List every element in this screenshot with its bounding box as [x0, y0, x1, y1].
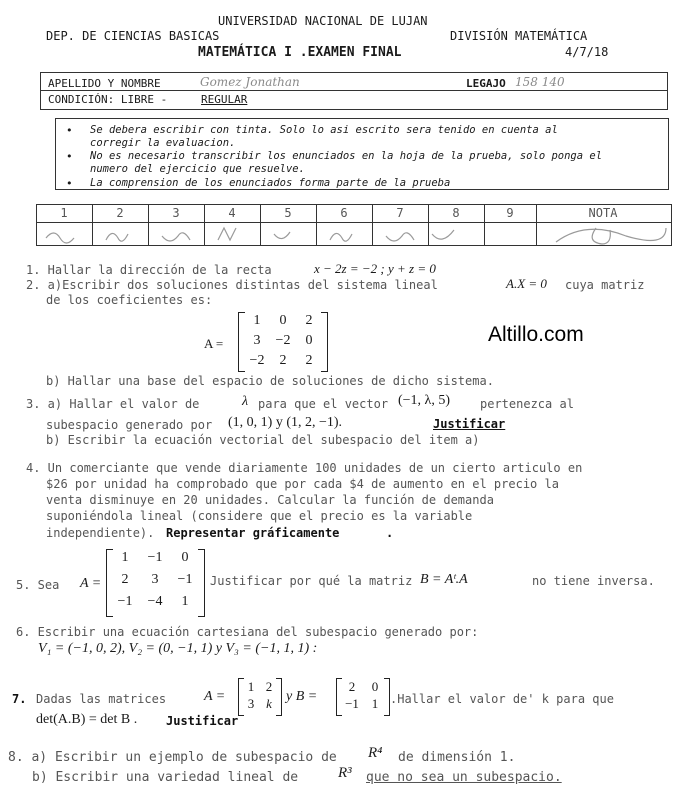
university-name: UNIVERSIDAD NACIONAL DE LUJAN — [218, 14, 428, 28]
grade-header-9: 9 — [506, 206, 514, 220]
problem-2a-line1: 2. a)Escribir dos soluciones distintas del sistema lineal — [26, 278, 438, 292]
condition-label: CONDICIÓN: LIBRE - — [48, 93, 168, 106]
student-info-divider — [40, 90, 667, 91]
problem-7-A: A = — [204, 689, 226, 704]
problem-6-line1: 6. Escribir una ecuación cartesiana del subespacio generado por: — [16, 625, 479, 639]
problem-3a-justify: Justificar — [433, 417, 506, 431]
problem-2-matrix: 1 0 2 3 −2 0 −2 2 2 — [249, 313, 313, 368]
problem-4-line2: $26 por unidad ha comprobado que por cada $4 de aumento en el precio la — [46, 477, 559, 491]
problem-4-bold: Representar gráficamente — [166, 526, 340, 540]
grade-header-7: 7 — [396, 206, 404, 220]
problem-5-math: B = Aᵗ.A — [420, 572, 468, 587]
problem-5-pre: 5. Sea — [16, 578, 60, 592]
problem-7-tail: .Hallar el valor de' k para que — [390, 692, 614, 706]
problem-7-matrix-B: 2 0 −1 1 — [345, 679, 379, 711]
problem-8a-space: R⁴ — [368, 745, 383, 761]
instruction-2: No es necesario transcribir los enunciados en la hoja de la prueba, solo ponga el — [90, 150, 603, 162]
problem-4-line5: independiente). — [46, 526, 155, 540]
problem-3a-vectors: (1, 0, 1) y (1, 2, −1). — [228, 415, 343, 430]
problem-3a-pre: 3. a) Hallar el valor de — [26, 397, 200, 411]
bullet-icon: • — [66, 150, 73, 163]
problem-7-justify: Justificar — [166, 714, 239, 728]
watermark: Altillo.com — [488, 323, 584, 346]
exam-date: 4/7/18 — [565, 45, 609, 59]
instruction-1: Se debera escribir con tinta. Solo lo asi escrito sera tenido en cuenta al — [90, 124, 558, 136]
problem-2a-math: A.X = 0 — [506, 276, 547, 291]
problem-2-matrix-label: A = — [204, 336, 224, 351]
grade-header-nota: NOTA — [588, 206, 618, 220]
instruction-2b: numero del ejercicio que resuelve. — [90, 163, 305, 175]
matrix-bracket — [321, 312, 328, 372]
problem-3b: b) Escribir la ecuación vectorial del subespacio del item a) — [46, 433, 480, 447]
condition-value: REGULAR — [201, 93, 248, 106]
problem-2a-line2: de los coeficientes es: — [46, 293, 213, 307]
problem-8b-tail: que no sea un subespacio. — [366, 770, 562, 785]
problem-7-matrix-A: 1 2 3 k — [247, 679, 273, 711]
problem-4-line3: venta disminuye en 20 unidades. Calcular la función de demanda — [46, 493, 494, 507]
problem-6-vectors: V₁ = (−1, 0, 2), V₂ = (0, −1, 1) y V₃ = (−1, 1, 1) : — [38, 641, 318, 656]
problem-7-text: Dadas las matrices — [36, 692, 167, 706]
problem-5-A: A = — [80, 576, 102, 591]
grade-scribbles — [36, 222, 696, 252]
problem-8b-space: R³ — [338, 765, 352, 781]
grade-header-5: 5 — [284, 206, 292, 220]
name-handwritten: Gomez Jonathan — [200, 75, 300, 89]
grade-header-6: 6 — [340, 206, 348, 220]
problem-1-text: 1. Hallar la dirección de la recta — [26, 263, 272, 277]
problem-5-text: Justificar por qué la matriz — [210, 574, 413, 588]
legajo-label: LEGAJO — [466, 77, 506, 90]
problem-5-tail: no tiene inversa. — [532, 574, 655, 588]
problem-2a-tail: cuya matriz — [565, 278, 645, 292]
division-name: DIVISIÓN MATEMÁTICA — [450, 29, 588, 43]
exam-title: MATEMÁTICA I .EXAMEN FINAL — [198, 45, 402, 60]
instruction-3: La comprension de los enunciados forma parte de la prueba — [90, 177, 451, 189]
problem-7-B: y B = — [286, 689, 318, 704]
grade-header-4: 4 — [228, 206, 236, 220]
problem-7-line2: det(A.B) = det B . — [36, 712, 138, 727]
problem-3a-lambda: λ — [242, 394, 249, 409]
problem-4-line1: 4. Un comerciante que vende diariamente 100 unidades de un cierto articulo en — [26, 461, 583, 475]
problem-4-line4: suponiéndola lineal (considere que el precio es la variable — [46, 509, 473, 523]
legajo-handwritten: 158 140 — [515, 75, 565, 89]
name-label: APELLIDO Y NOMBRE — [48, 77, 161, 90]
problem-8b-text: b) Escribir una variedad lineal de — [32, 770, 299, 785]
problem-8a-text: 8. a) Escribir un ejemplo de subespacio de — [8, 750, 337, 765]
problem-4-dot: . — [386, 526, 394, 540]
department-name: DEP. DE CIENCIAS BASICAS — [46, 29, 220, 43]
problem-3a-line2: subespacio generado por — [46, 418, 213, 432]
problem-5-matrix: 1 −1 0 2 3 −1 −1 −4 1 — [117, 550, 193, 609]
problem-8a-tail: de dimensión 1. — [398, 750, 516, 765]
problem-3a-mid: para que el vector — [258, 397, 389, 411]
grade-header-2: 2 — [116, 206, 124, 220]
problem-7-number: 7. — [12, 692, 27, 706]
instruction-1b: corregir la evaluacion. — [90, 137, 236, 149]
bullet-icon: • — [66, 124, 73, 137]
grade-header-3: 3 — [172, 206, 180, 220]
problem-2b: b) Hallar una base del espacio de soluciones de dicho sistema. — [46, 374, 494, 388]
grade-header-1: 1 — [60, 206, 68, 220]
problem-1-math: x − 2z = −2 ; y + z = 0 — [314, 261, 436, 276]
grade-header-8: 8 — [452, 206, 460, 220]
problem-3a-vector: (−1, λ, 5) — [398, 393, 451, 408]
bullet-icon: • — [66, 177, 73, 190]
problem-3a-tail: pertenezca al — [480, 397, 574, 411]
